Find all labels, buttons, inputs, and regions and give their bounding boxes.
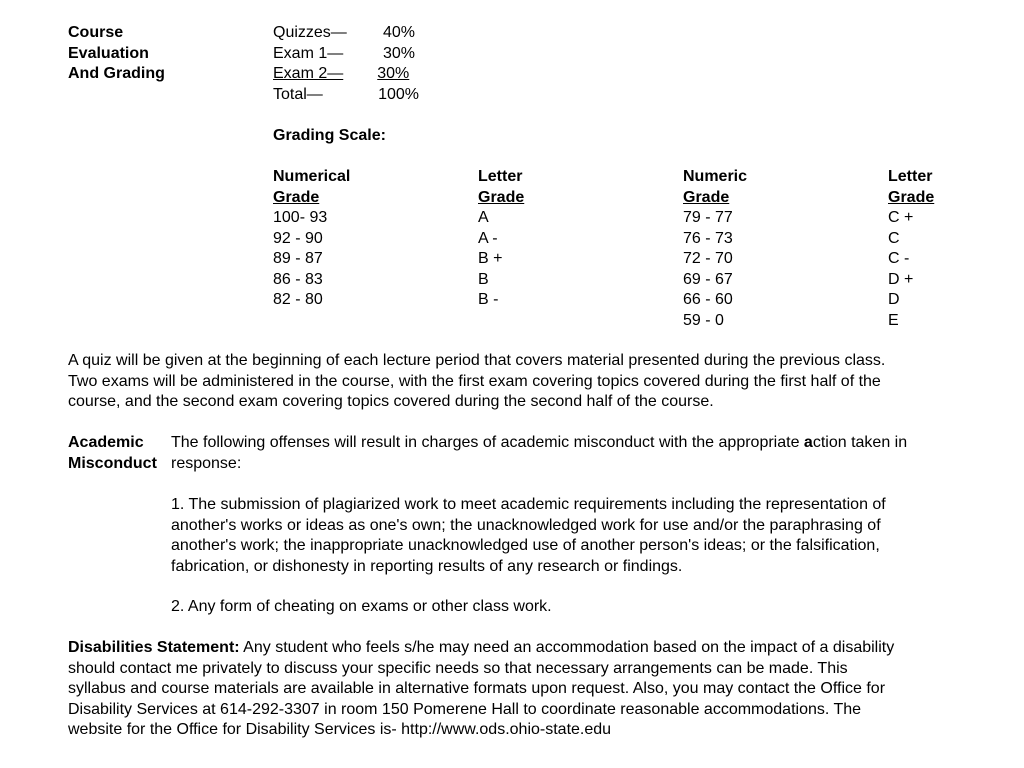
- paragraph-line: A quiz will be given at the beginning of each lecture period that covers material presented during the previous class.: [68, 352, 886, 369]
- weight-value: 30%: [377, 65, 410, 82]
- evaluation-heading-line: And Grading: [68, 65, 165, 82]
- grade-range: 76 - 73: [683, 229, 733, 247]
- header-letter-grade-2: [888, 167, 934, 208]
- item-line: fabrication, or dishonesty in reporting results of any research or findings.: [171, 557, 683, 575]
- disabilities-line: should contact me privately to discuss your specific needs so that necessary arrangements can be made. This: [68, 659, 848, 677]
- weight-label: [273, 64, 415, 85]
- disabilities-heading: Disabilities Statement:: [68, 639, 240, 656]
- grade-range: 69 - 67: [683, 270, 733, 288]
- grade-letter: E: [888, 311, 899, 329]
- misconduct-intro-line: response:: [171, 454, 242, 472]
- weight-label: Quizzes—: [273, 24, 347, 41]
- intro-bold-letter: a: [803, 434, 813, 451]
- header-numerical-grade: [273, 167, 350, 208]
- weight-value: 30%: [382, 44, 415, 62]
- grade-letter: C -: [888, 250, 910, 267]
- misconduct-heading-line: Academic: [68, 434, 144, 451]
- disabilities-line1-text: Any student who feels s/he may need an accommodation based on the impact of a disability: [239, 639, 895, 656]
- grade-letter: D: [888, 291, 900, 308]
- grade-letter: B -: [478, 291, 499, 308]
- misconduct-item-1: [171, 495, 886, 577]
- weight-label: Total—: [273, 85, 323, 103]
- weight-row-exam1: [273, 44, 415, 65]
- grade-letter: A -: [478, 229, 498, 247]
- weight-value: 100%: [378, 85, 419, 103]
- grade-range: 72 - 70: [683, 250, 733, 267]
- weight-label-text: Exam 2—: [273, 65, 344, 82]
- grade-letter: B: [478, 270, 489, 288]
- header-top: Numeric: [683, 168, 748, 185]
- header-letter-grade: [478, 167, 524, 208]
- quiz-exam-paragraph: [68, 351, 885, 413]
- disabilities-line: Disability Services at 614-292-3307 in room 150 Pomerene Hall to coordinate reasonable accommodations. The: [68, 700, 862, 718]
- grade-range: 79 - 77: [683, 209, 733, 226]
- grade-range: 100- 93: [273, 209, 328, 226]
- weight-label: Exam 1—: [273, 44, 344, 62]
- right-letter-column: [888, 208, 913, 331]
- grade-range: 82 - 80: [273, 291, 323, 308]
- misconduct-intro-line: [171, 433, 907, 454]
- disabilities-statement: [68, 638, 894, 741]
- item-line: another's works or ideas as one's own; the unacknowledged work for use and/or the paraphrasing of: [171, 516, 881, 534]
- header-bottom: Grade: [888, 188, 935, 206]
- intro-text: The following offenses will result in charges of academic misconduct with the appropriate: [171, 434, 804, 451]
- item-line: 2. Any form of cheating on exams or other class work.: [171, 598, 552, 615]
- header-bottom: Grade: [478, 188, 525, 206]
- right-range-column: [683, 208, 733, 331]
- grade-letter: B +: [478, 250, 503, 267]
- header-top: Numerical: [273, 168, 351, 185]
- misconduct-intro: [171, 433, 907, 474]
- header-bottom: Grade: [273, 188, 320, 206]
- evaluation-weights: [273, 23, 419, 105]
- weight-value: 40%: [382, 24, 415, 41]
- header-numeric-grade: [683, 167, 747, 208]
- left-range-column: [273, 208, 327, 311]
- left-letter-column: [478, 208, 502, 311]
- header-top: Letter: [888, 168, 933, 185]
- evaluation-heading: [68, 23, 165, 85]
- misconduct-heading-line: Misconduct: [68, 454, 157, 472]
- grade-letter: C +: [888, 209, 914, 226]
- grade-range: 86 - 83: [273, 270, 323, 288]
- weight-row-quizzes: [273, 23, 415, 44]
- disabilities-line: syllabus and course materials are available in alternative formats upon request. Also, you may contact the Office for: [68, 680, 886, 697]
- grade-range: 89 - 87: [273, 250, 323, 267]
- intro-text-end: ction taken in: [812, 434, 908, 451]
- academic-misconduct-heading: [68, 433, 157, 474]
- weight-row-total: [273, 85, 419, 106]
- weight-row-exam2: [273, 64, 415, 85]
- item-line: another's work; the inappropriate unacknowledged use of another person's ideas; or the falsification,: [171, 537, 880, 554]
- header-top: Letter: [478, 168, 523, 185]
- grade-letter: C: [888, 229, 900, 247]
- grade-range: 59 - 0: [683, 311, 724, 329]
- grade-range: 66 - 60: [683, 291, 733, 308]
- paragraph-line: course, and the second exam covering topics covered during the second half of the course.: [68, 393, 714, 410]
- disabilities-line: website for the Office for Disability Services is- http://www.ods.ohio-state.edu: [68, 721, 612, 738]
- item-line: 1. The submission of plagiarized work to meet academic requirements including the representation of: [171, 496, 886, 513]
- grade-letter: A: [478, 209, 489, 226]
- disabilities-line: [68, 638, 894, 659]
- misconduct-item-2: [171, 597, 552, 618]
- paragraph-line: Two exams will be administered in the course, with the first exam covering topics covered during the first half of the: [68, 372, 881, 390]
- grading-scale-title: Grading Scale:: [273, 127, 386, 144]
- grade-range: 92 - 90: [273, 229, 323, 247]
- evaluation-heading-line: Course: [68, 24, 124, 41]
- evaluation-heading-line: Evaluation: [68, 44, 149, 62]
- grade-letter: D +: [888, 270, 914, 288]
- header-bottom: Grade: [683, 188, 730, 206]
